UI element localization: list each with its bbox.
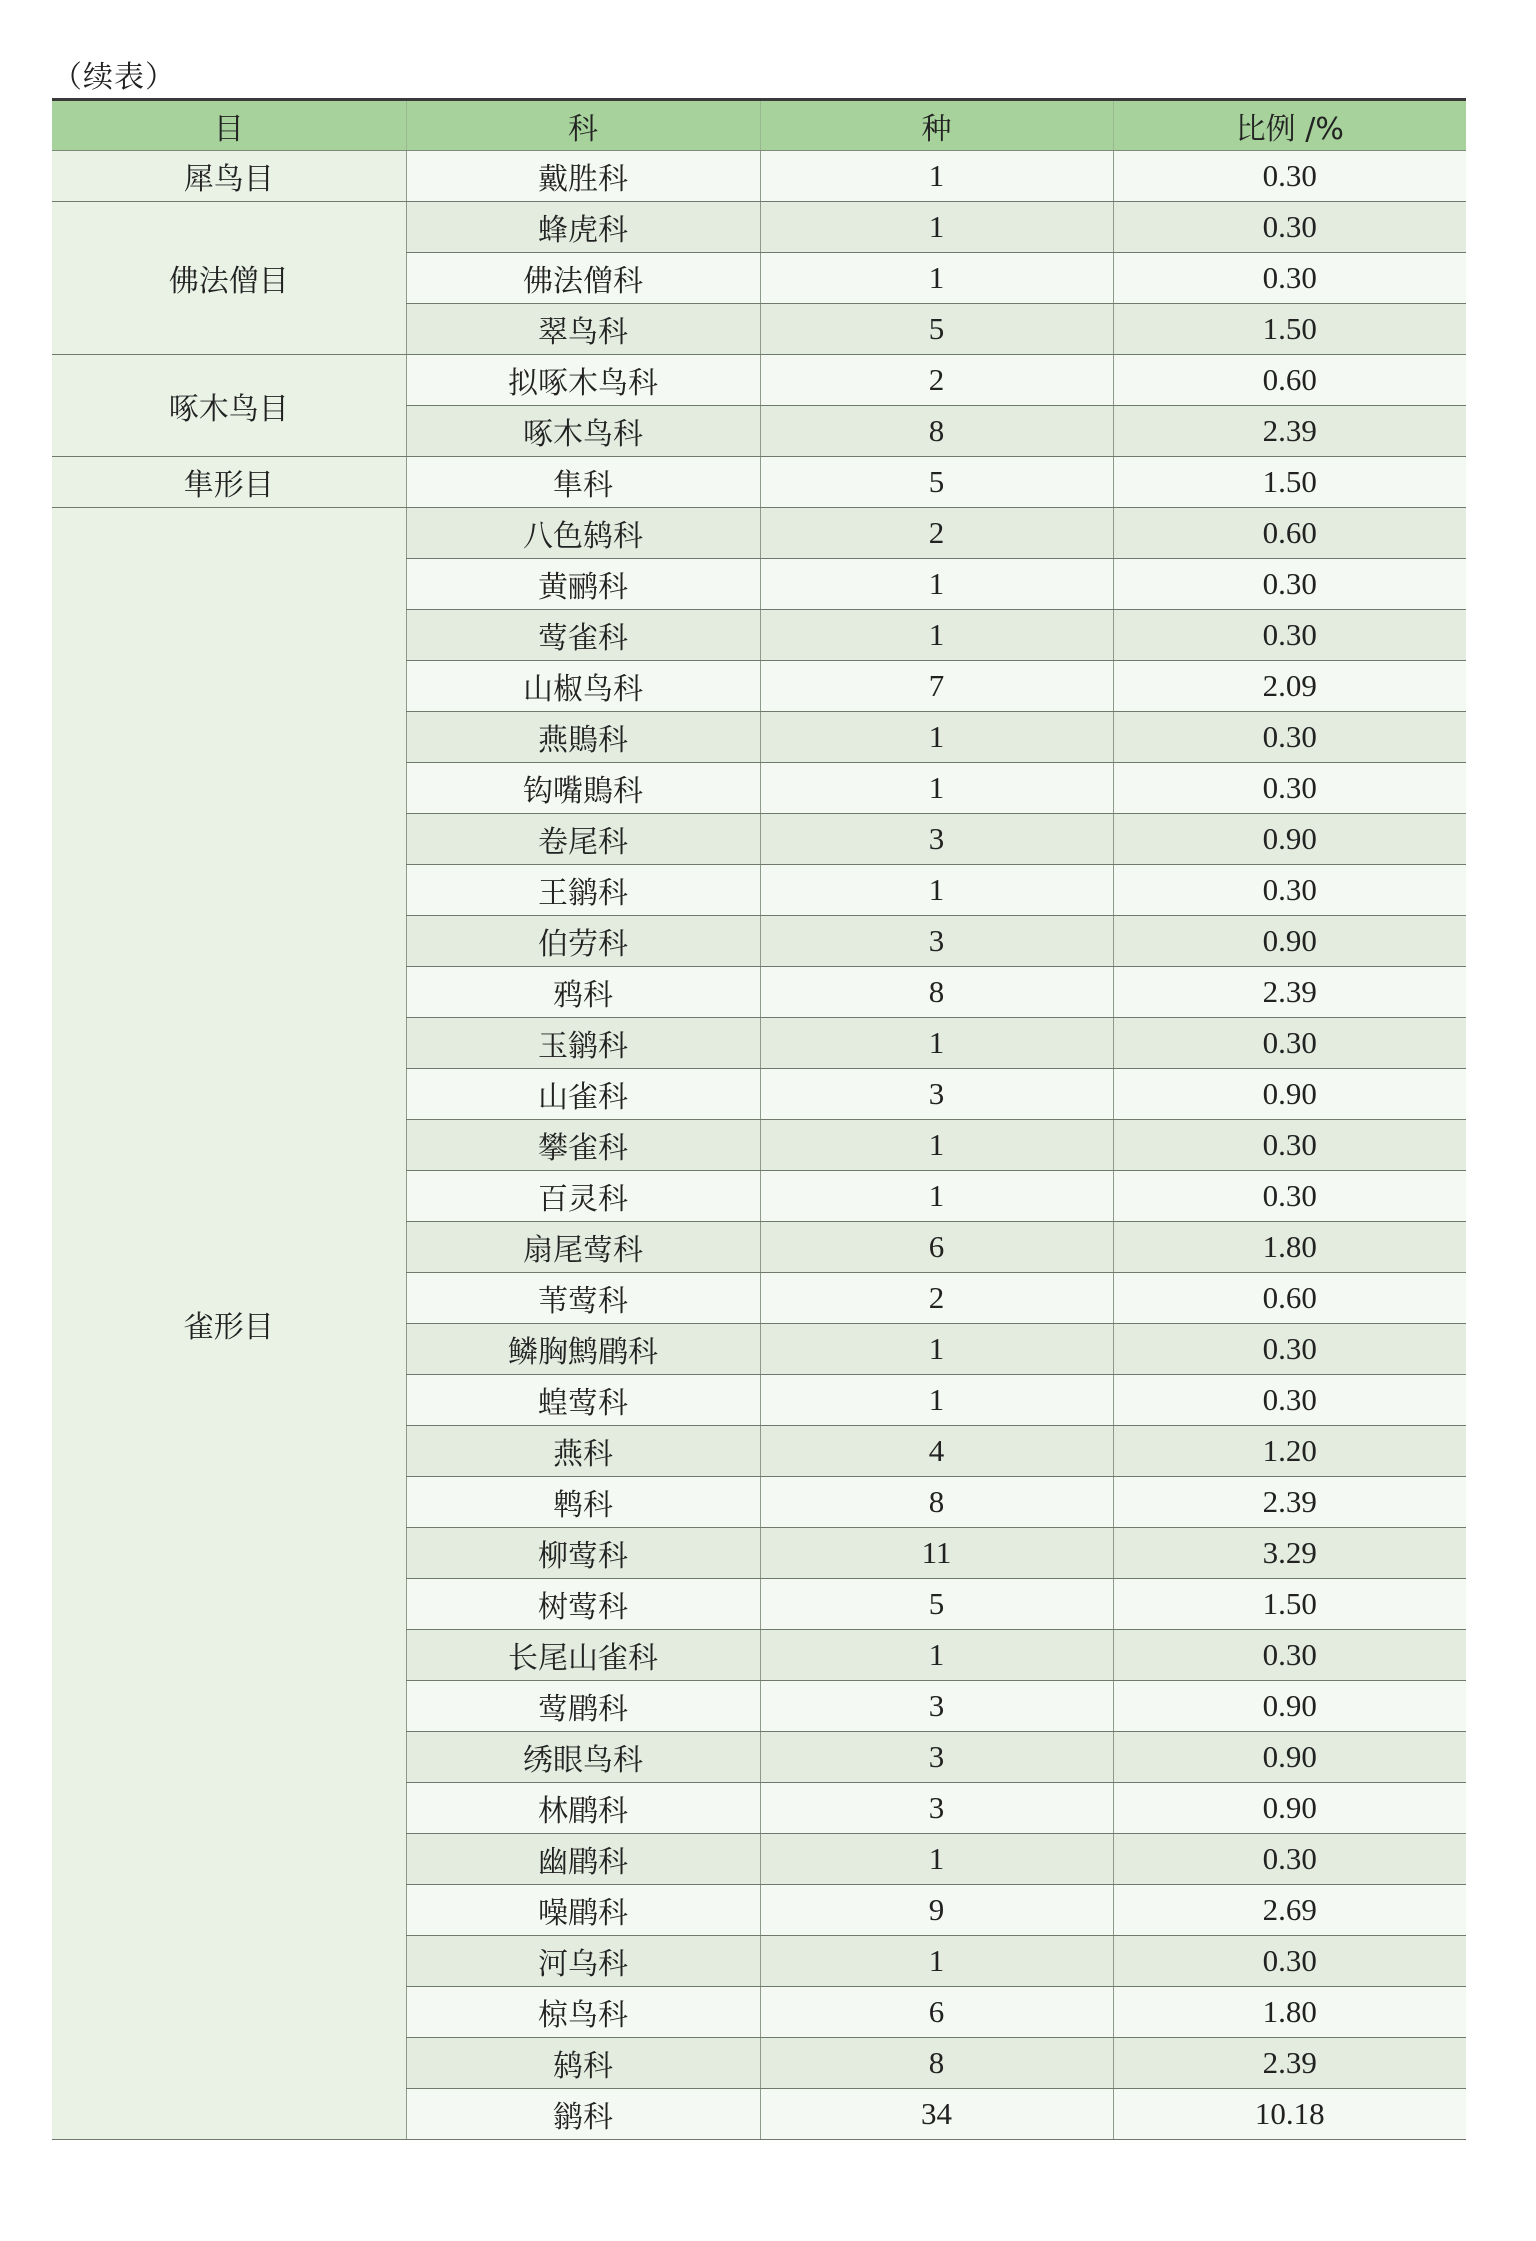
species-cell: 5 bbox=[760, 1579, 1113, 1630]
species-cell: 1 bbox=[760, 559, 1113, 610]
species-cell: 6 bbox=[760, 1222, 1113, 1273]
table-header-row bbox=[52, 100, 1466, 151]
ratio-cell: 0.90 bbox=[1113, 916, 1466, 967]
order-cell: 佛法僧目 bbox=[52, 202, 406, 355]
species-cell: 9 bbox=[760, 1885, 1113, 1936]
species-cell: 8 bbox=[760, 1477, 1113, 1528]
family-cell: 幽鹛科 bbox=[406, 1834, 760, 1885]
family-cell: 林鹛科 bbox=[406, 1783, 760, 1834]
family-cell: 鸦科 bbox=[406, 967, 760, 1018]
family-cell: 钩嘴鵙科 bbox=[406, 763, 760, 814]
family-cell: 百灵科 bbox=[406, 1171, 760, 1222]
ratio-cell: 1.20 bbox=[1113, 1426, 1466, 1477]
family-cell: 八色鸫科 bbox=[406, 508, 760, 559]
ratio-cell: 1.80 bbox=[1113, 1987, 1466, 2038]
species-cell: 1 bbox=[760, 1018, 1113, 1069]
table-body bbox=[52, 151, 1466, 2140]
family-cell: 长尾山雀科 bbox=[406, 1630, 760, 1681]
species-cell: 8 bbox=[760, 967, 1113, 1018]
family-cell: 噪鹛科 bbox=[406, 1885, 760, 1936]
ratio-cell: 0.60 bbox=[1113, 1273, 1466, 1324]
order-cell: 犀鸟目 bbox=[52, 151, 406, 202]
family-cell: 苇莺科 bbox=[406, 1273, 760, 1324]
ratio-cell: 0.30 bbox=[1113, 865, 1466, 916]
ratio-cell: 1.80 bbox=[1113, 1222, 1466, 1273]
ratio-cell: 0.30 bbox=[1113, 1018, 1466, 1069]
ratio-cell: 0.30 bbox=[1113, 253, 1466, 304]
species-cell: 3 bbox=[760, 1069, 1113, 1120]
family-cell: 佛法僧科 bbox=[406, 253, 760, 304]
ratio-cell: 0.30 bbox=[1113, 763, 1466, 814]
species-cell: 1 bbox=[760, 253, 1113, 304]
species-cell: 1 bbox=[760, 712, 1113, 763]
species-cell: 1 bbox=[760, 610, 1113, 661]
species-cell: 1 bbox=[760, 1120, 1113, 1171]
table-row bbox=[52, 355, 1466, 406]
ratio-cell: 0.30 bbox=[1113, 610, 1466, 661]
family-cell: 鹎科 bbox=[406, 1477, 760, 1528]
species-cell: 1 bbox=[760, 1171, 1113, 1222]
species-cell: 1 bbox=[760, 1375, 1113, 1426]
family-cell: 玉鹟科 bbox=[406, 1018, 760, 1069]
ratio-cell: 2.39 bbox=[1113, 406, 1466, 457]
family-cell: 王鹟科 bbox=[406, 865, 760, 916]
ratio-cell: 2.39 bbox=[1113, 2038, 1466, 2089]
table-row bbox=[52, 151, 1466, 202]
header-family: 科 bbox=[406, 100, 760, 151]
ratio-cell: 0.30 bbox=[1113, 1936, 1466, 1987]
ratio-cell: 1.50 bbox=[1113, 304, 1466, 355]
ratio-cell: 2.39 bbox=[1113, 967, 1466, 1018]
family-cell: 鳞胸鹪鹛科 bbox=[406, 1324, 760, 1375]
ratio-cell: 0.90 bbox=[1113, 1069, 1466, 1120]
family-cell: 拟啄木鸟科 bbox=[406, 355, 760, 406]
species-cell: 34 bbox=[760, 2089, 1113, 2140]
species-cell: 3 bbox=[760, 1681, 1113, 1732]
table-caption: （续表） bbox=[52, 60, 176, 95]
species-cell: 6 bbox=[760, 1987, 1113, 2038]
family-cell: 莺鹛科 bbox=[406, 1681, 760, 1732]
ratio-cell: 0.30 bbox=[1113, 1324, 1466, 1375]
ratio-cell: 0.60 bbox=[1113, 355, 1466, 406]
ratio-cell: 0.30 bbox=[1113, 1630, 1466, 1681]
species-cell: 2 bbox=[760, 355, 1113, 406]
ratio-cell: 0.90 bbox=[1113, 814, 1466, 865]
family-cell: 山雀科 bbox=[406, 1069, 760, 1120]
ratio-cell: 0.60 bbox=[1113, 508, 1466, 559]
species-cell: 3 bbox=[760, 1783, 1113, 1834]
bird-family-table bbox=[52, 98, 1466, 2140]
family-cell: 燕鵙科 bbox=[406, 712, 760, 763]
species-cell: 3 bbox=[760, 916, 1113, 967]
ratio-cell: 1.50 bbox=[1113, 1579, 1466, 1630]
species-cell: 1 bbox=[760, 1834, 1113, 1885]
species-cell: 8 bbox=[760, 2038, 1113, 2089]
ratio-cell: 0.30 bbox=[1113, 1171, 1466, 1222]
family-cell: 河乌科 bbox=[406, 1936, 760, 1987]
ratio-cell: 10.18 bbox=[1113, 2089, 1466, 2140]
family-cell: 扇尾莺科 bbox=[406, 1222, 760, 1273]
family-cell: 戴胜科 bbox=[406, 151, 760, 202]
species-cell: 3 bbox=[760, 1732, 1113, 1783]
ratio-cell: 0.30 bbox=[1113, 712, 1466, 763]
species-cell: 4 bbox=[760, 1426, 1113, 1477]
family-cell: 伯劳科 bbox=[406, 916, 760, 967]
family-cell: 柳莺科 bbox=[406, 1528, 760, 1579]
species-cell: 11 bbox=[760, 1528, 1113, 1579]
order-cell: 啄木鸟目 bbox=[52, 355, 406, 457]
order-cell: 隼形目 bbox=[52, 457, 406, 508]
species-cell: 7 bbox=[760, 661, 1113, 712]
species-cell: 1 bbox=[760, 763, 1113, 814]
family-cell: 鹟科 bbox=[406, 2089, 760, 2140]
species-cell: 1 bbox=[760, 151, 1113, 202]
species-cell: 8 bbox=[760, 406, 1113, 457]
family-cell: 鸫科 bbox=[406, 2038, 760, 2089]
table-row bbox=[52, 457, 1466, 508]
header-species: 种 bbox=[760, 100, 1113, 151]
family-cell: 卷尾科 bbox=[406, 814, 760, 865]
species-cell: 2 bbox=[760, 1273, 1113, 1324]
family-cell: 树莺科 bbox=[406, 1579, 760, 1630]
species-cell: 1 bbox=[760, 865, 1113, 916]
ratio-cell: 1.50 bbox=[1113, 457, 1466, 508]
family-cell: 莺雀科 bbox=[406, 610, 760, 661]
ratio-cell: 0.90 bbox=[1113, 1732, 1466, 1783]
ratio-cell: 2.69 bbox=[1113, 1885, 1466, 1936]
family-cell: 绣眼鸟科 bbox=[406, 1732, 760, 1783]
family-cell: 啄木鸟科 bbox=[406, 406, 760, 457]
species-cell: 1 bbox=[760, 1630, 1113, 1681]
ratio-cell: 0.30 bbox=[1113, 1120, 1466, 1171]
ratio-cell: 2.39 bbox=[1113, 1477, 1466, 1528]
ratio-cell: 0.30 bbox=[1113, 559, 1466, 610]
species-cell: 2 bbox=[760, 508, 1113, 559]
ratio-cell: 0.30 bbox=[1113, 151, 1466, 202]
family-cell: 椋鸟科 bbox=[406, 1987, 760, 2038]
family-cell: 攀雀科 bbox=[406, 1120, 760, 1171]
species-cell: 1 bbox=[760, 1936, 1113, 1987]
ratio-cell: 0.90 bbox=[1113, 1681, 1466, 1732]
family-cell: 翠鸟科 bbox=[406, 304, 760, 355]
family-cell: 蝗莺科 bbox=[406, 1375, 760, 1426]
species-cell: 1 bbox=[760, 1324, 1113, 1375]
ratio-cell: 2.09 bbox=[1113, 661, 1466, 712]
ratio-cell: 0.30 bbox=[1113, 1375, 1466, 1426]
table-row bbox=[52, 202, 1466, 253]
order-cell: 雀形目 bbox=[52, 508, 406, 2140]
header-order: 目 bbox=[52, 100, 406, 151]
species-cell: 1 bbox=[760, 202, 1113, 253]
table-row bbox=[52, 508, 1466, 559]
ratio-cell: 0.30 bbox=[1113, 202, 1466, 253]
species-cell: 3 bbox=[760, 814, 1113, 865]
family-cell: 蜂虎科 bbox=[406, 202, 760, 253]
ratio-cell: 0.30 bbox=[1113, 1834, 1466, 1885]
header-ratio: 比例 /% bbox=[1113, 100, 1466, 151]
species-cell: 5 bbox=[760, 457, 1113, 508]
family-cell: 燕科 bbox=[406, 1426, 760, 1477]
ratio-cell: 3.29 bbox=[1113, 1528, 1466, 1579]
species-cell: 5 bbox=[760, 304, 1113, 355]
family-cell: 黄鹂科 bbox=[406, 559, 760, 610]
family-cell: 山椒鸟科 bbox=[406, 661, 760, 712]
ratio-cell: 0.90 bbox=[1113, 1783, 1466, 1834]
family-cell: 隼科 bbox=[406, 457, 760, 508]
